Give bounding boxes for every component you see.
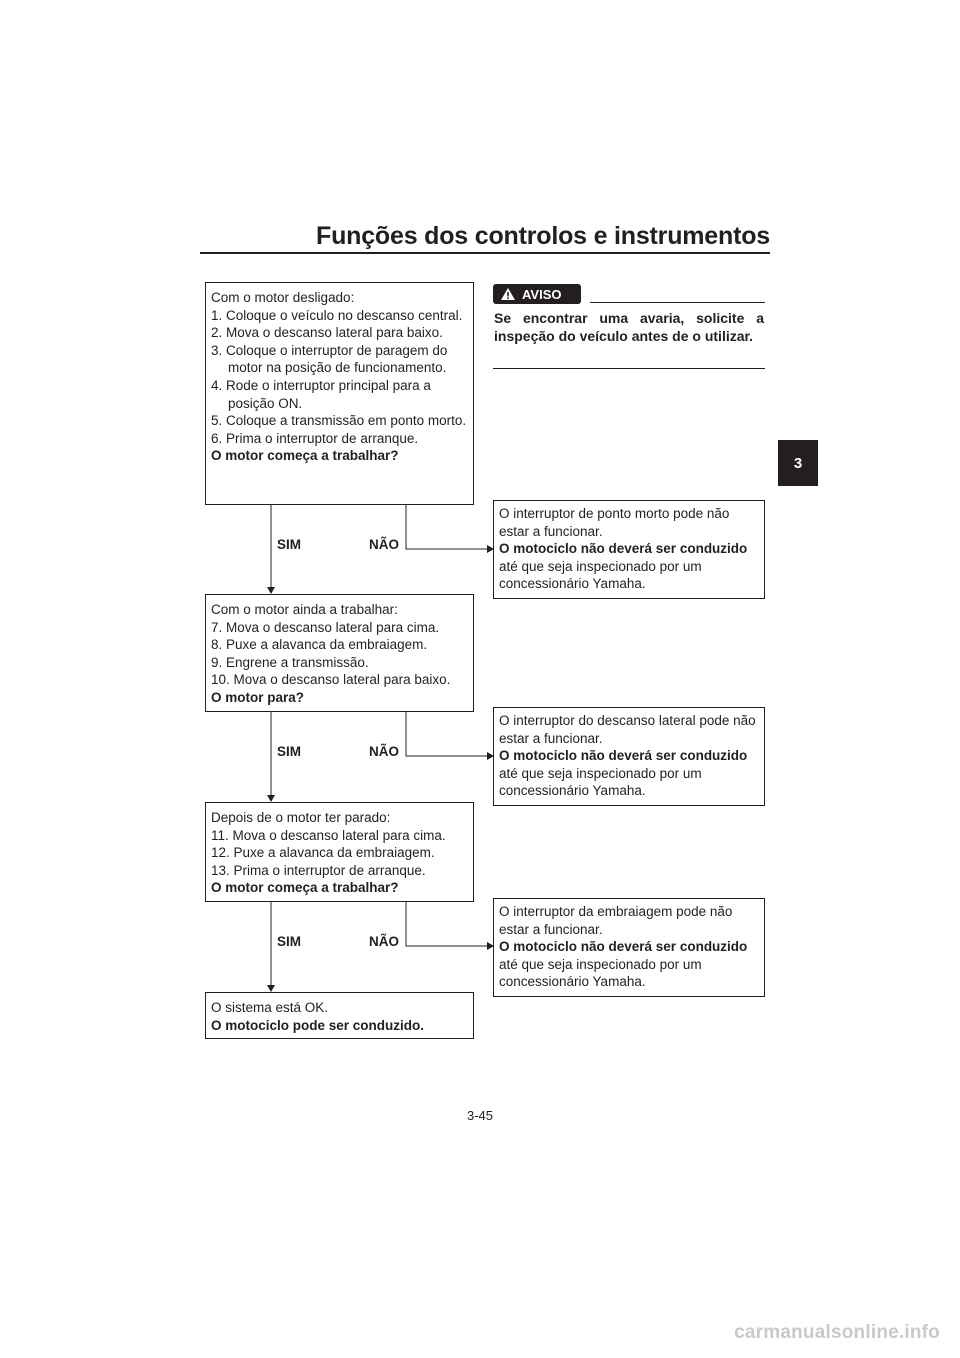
box4-intro: O sistema está OK. bbox=[211, 1000, 329, 1015]
box2-step: 9. Engrene a transmissão. bbox=[211, 654, 369, 670]
page-number: 3-45 bbox=[466, 1108, 494, 1123]
box3-intro: Depois de o motor ter parado: bbox=[211, 810, 391, 825]
arrow-down-2 bbox=[267, 795, 275, 802]
notice-top-rule bbox=[590, 302, 765, 303]
no-label-2: NÃO bbox=[369, 744, 399, 759]
box1-step: 1. Coloque o veículo no descanso central. bbox=[211, 307, 463, 323]
box3-step: 11. Mova o descanso lateral para cima. bbox=[211, 827, 446, 843]
yes-label-1: SIM bbox=[277, 537, 302, 552]
fault-box-neutral-switch bbox=[493, 500, 765, 599]
yes-label-2: SIM bbox=[277, 744, 302, 759]
box4-conclusion: O motociclo pode ser conduzido. bbox=[211, 1017, 425, 1033]
box2-step: 7. Mova o descanso lateral para cima. bbox=[211, 619, 440, 635]
fault1-warning: O motociclo não deverá ser conduzido bbox=[499, 541, 748, 557]
no-label-3: NÃO bbox=[369, 934, 399, 949]
fault3-text: O interruptor da embraiagem pode não estar a funcionar. bbox=[499, 904, 733, 937]
warning-triangle-icon bbox=[500, 287, 516, 301]
fault2-rest: até que seja inspecionado por um concessionário Yamaha. bbox=[499, 765, 702, 799]
box3-question: O motor começa a trabalhar? bbox=[211, 880, 399, 896]
fault-box-clutch-switch bbox=[493, 898, 765, 997]
box2-step: 8. Puxe a alavanca da embraiagem. bbox=[211, 637, 428, 653]
arrow-down-1 bbox=[267, 587, 275, 594]
box1-question: O motor começa a trabalhar? bbox=[211, 448, 399, 464]
notice-bottom-rule bbox=[493, 368, 765, 369]
box3-step: 13. Prima o interruptor de arranque. bbox=[211, 862, 426, 878]
box1-step: 2. Mova o descanso lateral para baixo. bbox=[211, 325, 443, 341]
fault3-warning: O motociclo não deverá ser conduzido bbox=[499, 939, 748, 955]
box1-intro: Com o motor desligado: bbox=[211, 290, 355, 305]
box3-step: 12. Puxe a alavanca da embraiagem. bbox=[211, 845, 435, 861]
watermark: carmanualsonline.info bbox=[734, 1322, 940, 1343]
yes-label-3: SIM bbox=[277, 934, 302, 949]
box2-intro: Com o motor ainda a trabalhar: bbox=[211, 602, 398, 617]
notice-badge-label: AVISO bbox=[522, 286, 562, 302]
notice-badge bbox=[493, 284, 581, 304]
box1-step: 3. Coloque o interruptor de paragem do motor na posição de funcionamento. bbox=[211, 342, 448, 376]
chapter-tab: 3 bbox=[778, 440, 818, 486]
box2-question: O motor para? bbox=[211, 689, 305, 705]
box1-step: 5. Coloque a transmissão em ponto morto. bbox=[211, 413, 467, 429]
flow-step-box-2 bbox=[205, 594, 474, 712]
arrow-down-3 bbox=[267, 985, 275, 992]
fault2-text: O interruptor do descanso lateral pode não estar a funcionar. bbox=[499, 713, 756, 746]
fault2-warning: O motociclo não deverá ser conduzido bbox=[499, 748, 748, 764]
fault3-rest: até que seja inspecionado por um concessionário Yamaha. bbox=[499, 956, 702, 990]
fault-box-sidestand-switch bbox=[493, 707, 765, 806]
fault1-rest: até que seja inspecionado por um concessionário Yamaha. bbox=[499, 558, 702, 592]
flow-result-box bbox=[205, 992, 474, 1039]
box1-step: 6. Prima o interruptor de arranque. bbox=[211, 430, 419, 446]
flow-step-box-1 bbox=[205, 282, 474, 505]
fault1-text: O interruptor de ponto morto pode não estar a funcionar. bbox=[499, 506, 730, 539]
box1-step: 4. Rode o interruptor principal para a posição ON. bbox=[211, 377, 431, 411]
no-label-1: NÃO bbox=[369, 537, 399, 552]
flow-step-box-3 bbox=[205, 802, 474, 902]
notice-text: Se encontrar uma avaria, solicite a inspeção do veículo antes de o utilizar. bbox=[494, 310, 764, 344]
page-title: Funções dos controlos e instrumentos bbox=[316, 222, 770, 250]
box2-step: 10. Mova o descanso lateral para baixo. bbox=[211, 672, 451, 688]
